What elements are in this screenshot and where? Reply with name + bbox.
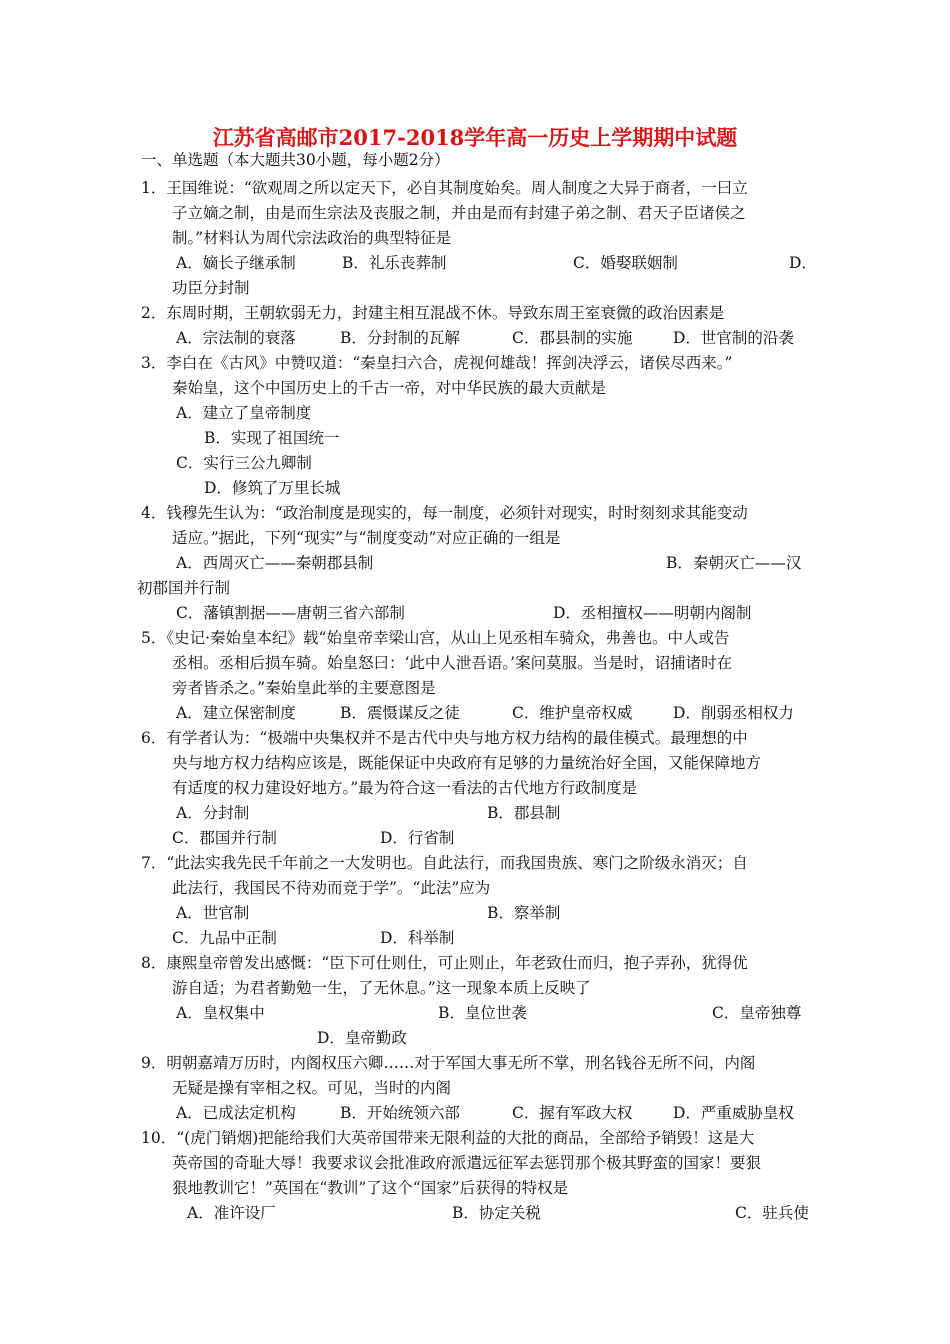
answer-option: B．开始统领六部: [340, 1104, 460, 1122]
answer-option: A．嫡长子继承制: [176, 254, 296, 272]
answer-option: 初郡国并行制: [137, 579, 231, 597]
answer-option: B．郡县制: [487, 804, 561, 822]
answer-option: C．婚娶联姻制: [573, 254, 678, 272]
question-text: 1．王国维说：“欲观周之所以定天下，必自其制度始矣。周人制度之大异于商者，一曰立: [141, 179, 748, 197]
question-text: 游自适；为君者勤勉一生，了无休息。”这一现象本质上反映了: [172, 979, 591, 997]
question-text: 央与地方权力结构应该是，既能保证中央政府有足够的力量统治好全国，又能保障地方: [172, 754, 762, 772]
question-text: 制。”材料认为周代宗法政治的典型特征是: [172, 229, 452, 247]
answer-option: A．世官制: [176, 904, 250, 922]
answer-option: D．行省制: [380, 829, 455, 847]
question-text: 5．《史记·秦始皇本纪》载“始皇帝幸梁山宫，从山上见丞相车骑众，弗善也。中人或告: [141, 629, 730, 647]
question-text: 10．“(虎门销烟)把能给我们大英帝国带来无限利益的大批的商品，全部给予销毁！这是大: [141, 1129, 755, 1147]
question-text: 7．“此法实我先民千年前之一大发明也。自此法行，而我国贵族、寒门之阶级永消灭；自: [141, 854, 748, 872]
question-text: 9．明朝嘉靖万历时，内阁权压六卿……对于军国大事无所不掌，刑名钱谷无所不问，内阁: [141, 1054, 756, 1072]
question-text: 4．钱穆先生认为：“政治制度是现实的，每一制度，必须针对现实，时时刻刻求其能变动: [141, 504, 748, 522]
answer-option: A．皇权集中: [176, 1004, 265, 1022]
question-text: 无疑是操有宰相之权。可见，当时的内阁: [172, 1079, 452, 1097]
answer-option: D．科举制: [380, 929, 455, 947]
answer-option: C．九品中正制: [172, 929, 277, 947]
answer-option: C．郡国并行制: [172, 829, 277, 847]
question-text: 英帝国的奇耻大辱！我要求议会批准政府派遣远征军去惩罚那个极其野蛮的国家！要狠: [172, 1154, 762, 1172]
question-text: 有适度的权力建设好地方。”最为符合这一看法的古代地方行政制度是: [172, 779, 638, 797]
answer-option: D．削弱丞相权力: [673, 704, 794, 722]
question-text: 2．东周时期，王朝软弱无力，封建主相互混战不休。导致东周王室衰微的政治因素是: [141, 304, 725, 322]
question-text: 秦始皇，这个中国历史上的千古一帝，对中华民族的最大贡献是: [172, 379, 607, 397]
answer-option: C．实行三公九卿制: [176, 454, 312, 472]
answer-option: B．秦朝灭亡——汉: [666, 554, 802, 572]
answer-option: D．丞相擅权——明朝内阁制: [553, 604, 752, 622]
question-text: 此法行，我国民不待劝而竞于学”。“此法”应为: [172, 879, 491, 897]
answer-option: D．严重威胁皇权: [673, 1104, 794, 1122]
answer-option: B．震慑谋反之徒: [340, 704, 460, 722]
question-text: 丞相。丞相后损车骑。始皇怒曰：‘此中人泄吾语。’案问莫服。当是时，诏捕诸时在: [172, 654, 733, 672]
question-text: 3．李白在《古风》中赞叹道：“秦皇扫六合，虎视何雄哉！挥剑决浮云，诸侯尽西来。”: [141, 354, 733, 372]
answer-option: C．皇帝独尊: [712, 1004, 802, 1022]
answer-option: B．协定关税: [452, 1204, 541, 1222]
answer-option: A．已成法定机构: [176, 1104, 296, 1122]
answer-option: C．握有军政大权: [512, 1104, 633, 1122]
question-text: 8．康熙皇帝曾发出感慨：“臣下可仕则仕，可止则止，年老致仕而归，抱子弄孙，犹得优: [141, 954, 748, 972]
answer-option: D．修筑了万里长城: [204, 479, 341, 497]
answer-option: C．维护皇帝权威: [512, 704, 633, 722]
answer-option: A．准许设厂: [187, 1204, 276, 1222]
answer-option: B．实现了祖国统一: [204, 429, 340, 447]
answer-option: A．建立了皇帝制度: [176, 404, 312, 422]
page-title: 江苏省高邮市2017-2018学年高一历史上学期期中试题: [212, 125, 738, 150]
answer-option: 功臣分封制: [172, 279, 250, 297]
answer-option: B．皇位世袭: [438, 1004, 527, 1022]
answer-option: B．分封制的瓦解: [340, 329, 460, 347]
question-text: 狠地教训它！”英国在“教训”了这个“国家”后获得的特权是: [172, 1179, 569, 1197]
question-text: 旁者皆杀之。”秦始皇此举的主要意图是: [172, 679, 436, 697]
answer-option: D．: [789, 254, 817, 272]
answer-option: A．西周灭亡——秦朝郡县制: [176, 554, 374, 572]
answer-option: C．驻兵使: [735, 1204, 809, 1222]
section-heading: 一、单选题（本大题共30小题，每小题2分）: [141, 151, 450, 169]
question-text: 适应。”据此，下列“现实”与“制度变动”对应正确的一组是: [172, 529, 561, 547]
answer-option: D．皇帝勤政: [317, 1029, 407, 1047]
answer-option: A．宗法制的衰落: [176, 329, 296, 347]
answer-option: B．礼乐丧葬制: [342, 254, 447, 272]
question-text: 子立嫡之制，由是而生宗法及丧服之制，并由是而有封建子弟之制、君天子臣诸侯之: [172, 204, 746, 222]
answer-option: A．建立保密制度: [176, 704, 296, 722]
answer-option: C．藩镇割据——唐朝三省六部制: [176, 604, 405, 622]
question-text: 6．有学者认为：“极端中央集权并不是古代中央与地方权力结构的最佳模式。最理想的中: [141, 729, 748, 747]
answer-option: C．郡县制的实施: [512, 329, 633, 347]
answer-option: B．察举制: [487, 904, 561, 922]
answer-option: A．分封制: [176, 804, 250, 822]
answer-option: D．世官制的沿袭: [673, 329, 794, 347]
